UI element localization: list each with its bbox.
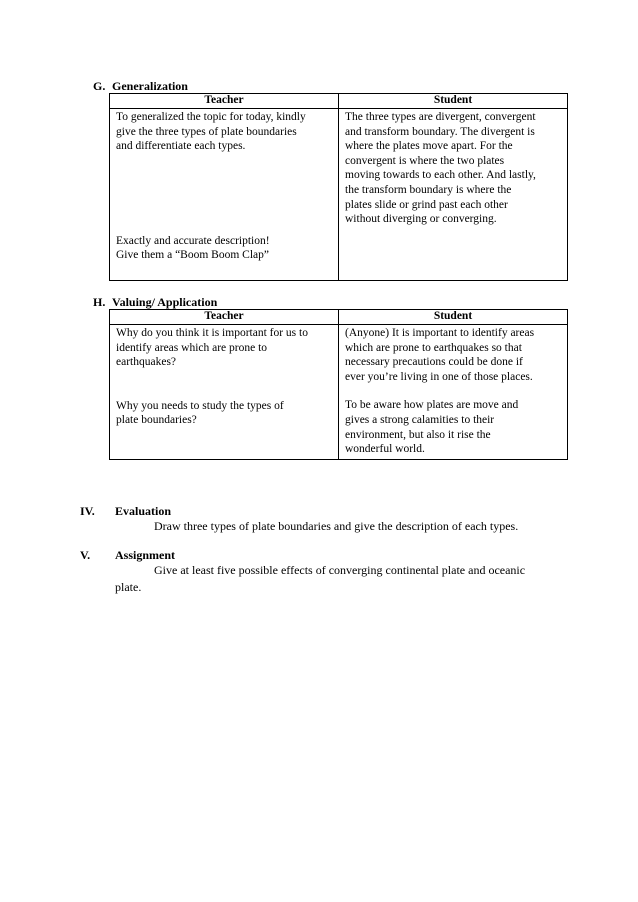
- student-line: plates slide or grind past each other: [345, 198, 508, 211]
- student-line: and transform boundary. The divergent is: [345, 125, 535, 138]
- student-cell: [339, 325, 568, 460]
- teacher-line: identify areas which are prone to: [116, 341, 268, 354]
- section-letter: G.: [93, 79, 106, 93]
- student-line: gives a strong calamities to their: [345, 413, 495, 426]
- teacher-cell: [110, 325, 339, 460]
- student-line: ever you’re living in one of those places.: [345, 370, 533, 383]
- student-line: The three types are divergent, convergent: [345, 111, 536, 123]
- valuing-table: [109, 309, 568, 460]
- assignment-text-line: Give at least five possible effects of converging continental plate and oceanic: [154, 563, 526, 577]
- section-heading-generalization: [93, 79, 188, 93]
- student-cell: [339, 109, 568, 281]
- student-line: (Anyone) It is important to identify areas: [345, 327, 535, 339]
- student-line: wonderful world.: [345, 443, 425, 456]
- teacher-column-header: Teacher: [110, 94, 339, 109]
- evaluation-text: Draw three types of plate boundaries and give the description of each types.: [154, 519, 519, 533]
- student-column-header: Student: [339, 94, 568, 109]
- section-title: Valuing/ Application: [112, 295, 218, 309]
- section-title: Generalization: [112, 79, 188, 93]
- teacher-line: and differentiate each types.: [116, 140, 246, 153]
- section-number: IV.: [80, 504, 95, 518]
- generalization-table: [109, 93, 568, 281]
- student-line: the transform boundary is where the: [345, 183, 512, 196]
- teacher-line: To generalized the topic for today, kindly: [116, 111, 306, 123]
- section-title: Assignment: [115, 548, 176, 562]
- teacher-cell: [110, 109, 339, 281]
- teacher-line: plate boundaries?: [116, 414, 197, 427]
- table-header-row: [110, 94, 568, 109]
- teacher-line: Exactly and accurate description!: [116, 234, 270, 247]
- student-line: moving towards to each other. And lastly,: [345, 169, 536, 182]
- student-line: necessary precautions could be done if: [345, 356, 523, 369]
- table-row: [110, 109, 568, 281]
- student-line: without diverging or converging.: [345, 213, 497, 226]
- assignment-text-line: plate.: [115, 580, 142, 594]
- section-heading-evaluation: [80, 504, 171, 518]
- teacher-column-header: Teacher: [110, 310, 339, 325]
- section-title: Evaluation: [115, 504, 172, 518]
- section-heading-assignment: [80, 548, 175, 562]
- table-header-row: [110, 310, 568, 325]
- section-heading-valuing: [93, 295, 217, 309]
- teacher-line: Why do you think it is important for us to: [116, 327, 308, 339]
- section-letter: H.: [93, 295, 106, 309]
- student-line: which are prone to earthquakes so that: [345, 341, 522, 354]
- student-line: environment, but also it rise the: [345, 428, 491, 441]
- teacher-line: Why you needs to study the types of: [116, 399, 284, 412]
- table-row: [110, 325, 568, 460]
- teacher-line: give the three types of plate boundaries: [116, 125, 297, 138]
- student-column-header: Student: [339, 310, 568, 325]
- student-line: where the plates move apart. For the: [345, 140, 513, 153]
- teacher-line: Give them a “Boom Boom Clap”: [116, 249, 269, 262]
- section-number: V.: [80, 548, 91, 562]
- student-line: convergent is where the two plates: [345, 154, 505, 167]
- teacher-line: earthquakes?: [116, 356, 177, 369]
- student-line: To be aware how plates are move and: [345, 399, 519, 412]
